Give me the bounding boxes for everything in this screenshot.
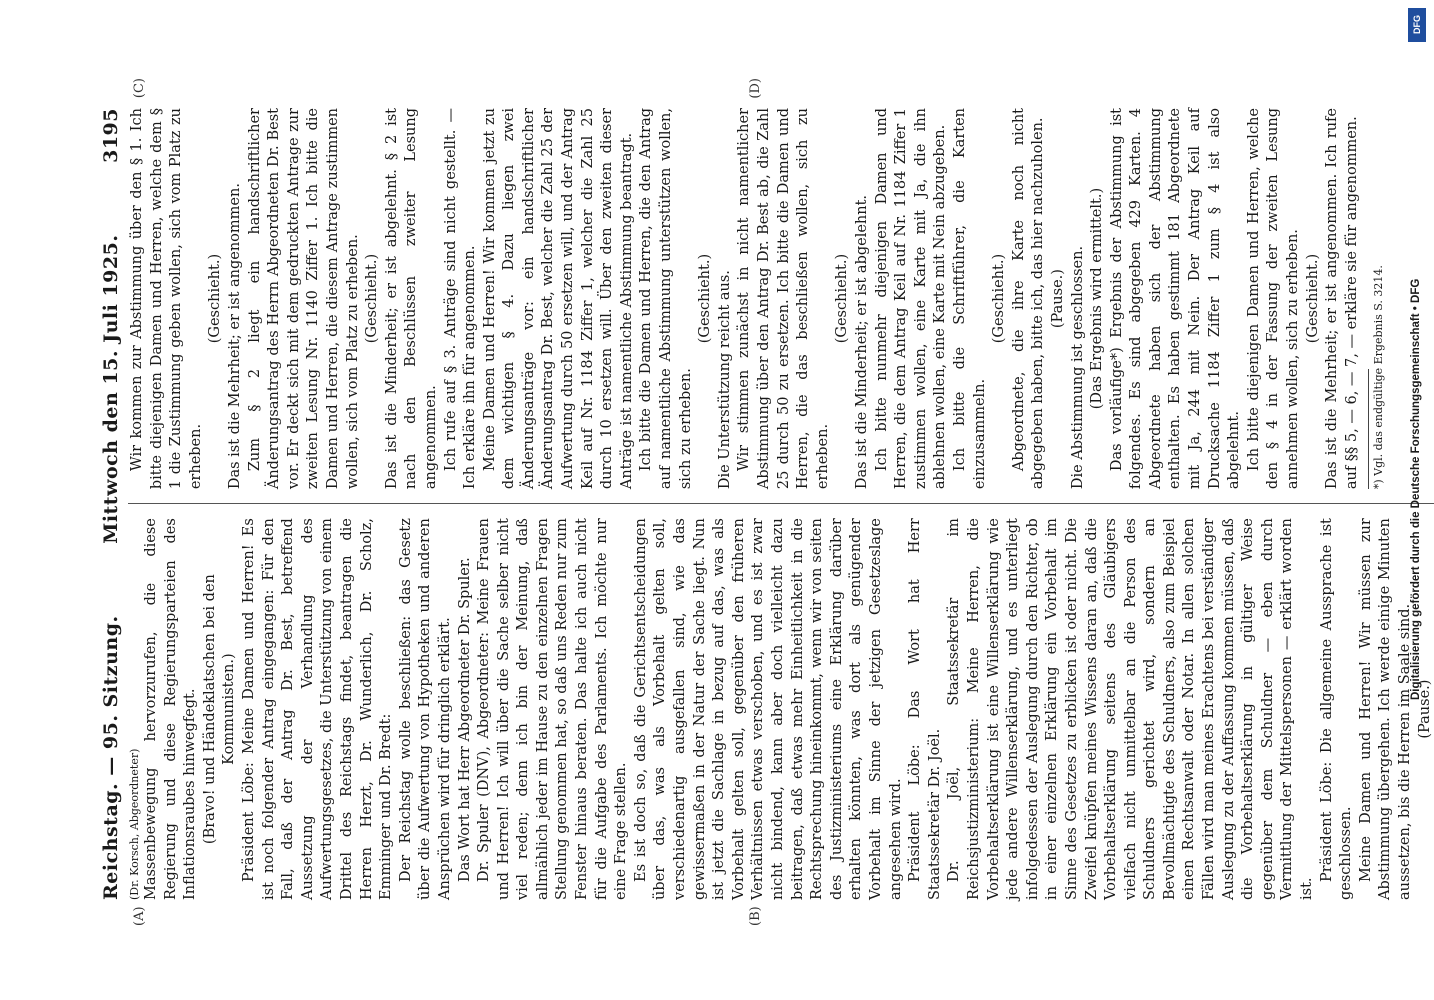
- text-columns: [128, 78, 1434, 926]
- page-number: 3195: [100, 108, 122, 163]
- page-header: [100, 108, 122, 900]
- header-date: Mittwoch den 15. Juli 1925.: [100, 234, 122, 544]
- paragraph: Meine Damen und Herren! Wir müssen zur Abstimmung übergehen. Ich werde einige Minuten aussetzen, bis die Herren im Saale sind.: [1357, 518, 1413, 900]
- paragraph: Die Unterstützung reicht aus.: [716, 270, 733, 490]
- paragraph: Massenbewegung hervorzurufen, die diese Regierung und diese Regierungsparteien des Inflationsraubes hinwegfegt.: [143, 518, 199, 900]
- interjection: (Geschieht.): [834, 253, 851, 344]
- digitization-credit: [1404, 10, 1428, 990]
- paragraph: Ich bitte nunmehr diejenigen Damen und Herren, die dem Antrag Keil auf Nr. 1184 Ziffer 1 zustimmen wollen, eine Karte mit Ja, die ihn ablehnen wollen, eine Karte mit Nein abzugeben.: [873, 108, 949, 490]
- interjection: (Bravo! und Händeklatschen bei den Kommunisten.): [201, 574, 238, 845]
- margin-letter-c: (C): [132, 78, 147, 99]
- paragraph: Meine Damen und Herren! Wir kommen jetzt zu dem wichtigen § 4. Dazu liegen zwei Änderungsanträge vor: ein handschriftlicher Änderungsantrag Dr. Best, welcher die Zahl 25 der Aufwertung durch 50 ersetzen will, und der Antrag Keil auf Nr. 1184 Ziffer 1, welcher die Zahl 25 durch 10 ersetzen will. Über den zweiten dieser Anträge ist namentliche Abstimmung beantragt.: [481, 108, 635, 490]
- interjection: (Das Ergebnis wird ermittelt.): [1089, 187, 1106, 410]
- interjection: (Geschieht.): [991, 253, 1008, 344]
- credit-text: Digitalisierung gefördert durch die Deutsche Forschungsgemeinschaft • DFG: [1410, 278, 1422, 700]
- interjection: (Pause.): [1416, 679, 1433, 739]
- interjection: (Geschieht.): [364, 253, 381, 344]
- paragraph: Das vorläufige*) Ergebnis der Abstimmung ist folgendes. Es sind abgegeben 429 Karten. 4 Abgeordnete haben sich der Abstimmung enthalten. Es haben gestimmt 181 Abgeordnete mit Ja, 244 mit Nein. Der Antrag Keil auf Drucksache 1184 Ziffer 1 zum § 4 ist also abgelehnt.: [1108, 108, 1243, 490]
- paragraph: Ich rufe auf § 3. Anträge sind nicht gestellt. — Ich erkläre ihn für angenommen.: [442, 108, 479, 490]
- paragraph: Wir stimmen zunächst in nicht namentlicher Abstimmung über den Antrag Dr. Best ab, die Zahl 25 durch 50 zu ersetzen. Ich bitte die Damen und Herren, die das beschließen wollen, sich zu erheben.: [736, 108, 831, 490]
- paragraph: Das ist die Mehrheit; er ist angenommen.: [226, 183, 243, 490]
- paragraph: Dr. Joël, Staatssekretär im Reichsjustizministerium: Meine Herren, die Vorbehaltserklärung ist eine Willenserklärung wie jede andere Willenserklärung, und es unterliegt infolgedessen der Auslegung durch den Richter, ob in einer einzelnen Erklärung ein Vorbehalt im Sinne des Gesetzes zu erblicken ist oder nicht. Die Zweifel knüpfen meines Wissens daran an, daß die Vorbehaltserklärung seitens des Gläubigers vielfach nicht unmittelbar an die Person des Schuldners gerichtet wird, sondern an Bevollmächtigte des Schuldners, also zum Beispiel einen Rechtsanwalt oder Notar. In allen solchen Fällen wird man meines Erachtens bei verständiger Auslegung zu der Auffassung kommen müssen, daß die Vorbehaltserklärung in gültiger Weise gegenüber dem Schuldner — eben durch Vermittlung der Mittelspersonen — erklärt worden ist.: [946, 518, 1316, 900]
- interjection: (Geschieht.): [1304, 253, 1321, 344]
- paragraph: Das ist die Mehrheit; er ist angenommen. Ich rufe auf §§ 5, — 6, — 7, — erkläre sie für angenommen.: [1324, 108, 1360, 490]
- margin-letter-d: (D): [748, 78, 763, 99]
- paragraph: Dr. Spuler (DNV), Abgeordneter: Meine Frauen und Herren! Ich will über die Sache selber nicht viel reden; denn ich bin der Meinung, daß allmählich jeder im Hause zu den einzelnen Fragen Stellung genommen hat, so daß uns Reden nur zum Fenster hinaus beraten. Das halte ich auch nicht für die Aufgabe des Parlaments. Ich möchte nur eine Frage stellen.: [476, 518, 630, 900]
- margin-letter-b: (B): [748, 906, 763, 926]
- paragraph: Das Wort hat Herr Abgeordneter Dr. Spuler.: [456, 557, 473, 882]
- paragraph: Die Abstimmung ist geschlossen.: [1069, 245, 1086, 490]
- header-left: Reichstag. — 95. Sitzung.: [100, 615, 122, 900]
- right-column: [128, 108, 1434, 504]
- paragraph: Das ist die Minderheit; er ist abgelehnt.: [853, 194, 870, 490]
- margin-letter-a: (A): [132, 906, 147, 926]
- dfg-logo: DFG: [1408, 8, 1426, 42]
- interjection: (Geschieht.): [697, 253, 714, 344]
- paragraph: Ich bitte die Damen und Herren, die den Antrag auf namentliche Abstimmung unterstützen wollen, sich zu erheben.: [638, 108, 694, 490]
- paragraph: Präsident Löbe: Das Wort hat Herr Staatssekretär Dr. Joël.: [907, 518, 943, 900]
- speaker-continuation: (Dr. Korsch, Abgeordneter): [128, 748, 141, 900]
- paragraph: Zum § 2 liegt ein handschriftlicher Änderungsantrag des Herrn Abgeordneten Dr. Best vor. Er deckt sich mit dem gedruckten Antrage zur zweiten Lesung Nr. 1140 Ziffer 1. Ich bitte die Damen und Herren, die diesem Antrage zustimmen wollen, sich vom Platz zu erheben.: [246, 108, 361, 490]
- paragraph: Das ist die Minderheit; er ist abgelehnt. § 2 ist nach den Beschlüssen zweiter Lesung angenommen.: [383, 108, 439, 490]
- paragraph: Wir kommen zur Abstimmung über den § 1. Ich bitte diejenigen Damen und Herren, welche dem § 1 die Zustimmung geben wollen, sich vom Platz zu erheben.: [129, 108, 204, 490]
- motion-text: Der Reichstag wolle beschließen: das Gesetz über die Aufwertung von Hypotheken und anderen Ansprüchen wird für dringlich erklärt.: [397, 518, 453, 900]
- interjection: (Geschieht.): [207, 253, 224, 344]
- footnote-divider: [1368, 369, 1369, 489]
- interjection: (Pause.): [1049, 269, 1066, 329]
- paragraph: Ich bitte diejenigen Damen und Herren, welche den § 4 in der Fassung der zweiten Lesung annehmen wollen, sich zu erheben.: [1245, 108, 1302, 490]
- paragraph: Ich bitte die Schriftführer, die Karten einzusammeln.: [951, 108, 988, 490]
- paragraph: Abgeordnete, die ihre Karte noch nicht abgegeben haben, bitte ich, das hier nachzuholen.: [1010, 108, 1047, 490]
- paragraph: Es ist doch so, daß die Gerichtsentscheidungen über das, was als Vorbehalt gelten soll, verschiedenartig ausgefallen sind, wie das gewissermaßen in der Natur der Sache liegt. Nun ist jetzt die Sachlage in bezug auf das, was als Vorbehalt gelten soll, gegenüber den früheren Verhältnissen etwas verschoben, und es ist zwar nicht bindend, kann aber doch vielleicht dazu beitragen, daß etwas mehr Einheitlichkeit in die Rechtsprechung hineinkommt, wenn wir von seiten des Justizministeriums eine Erklärung darüber erhalten könnten, was dort als genügender Vorbehalt im Sinne der jetzigen Gesetzeslage angesehen wird.: [632, 518, 904, 900]
- paragraph: Präsident Löbe: Die allgemeine Aussprache ist geschlossen.: [1318, 518, 1355, 900]
- paragraph: Präsident Löbe: Meine Damen und Herren! Es ist noch folgender Antrag eingegangen: Für den Fall, daß der Antrag Dr. Best, betreffend Aussetzung der Verhandlung des Aufwertungsgesetzes, die Unterstützung von einem Drittel des Reichstags findet, beantragen die Herren Herzt, Dr. Wunderlich, Dr. Scholz, Emminger und Dr. Bredt:: [240, 518, 395, 900]
- footnote: *) Vgl. das endgültige Ergebnis S. 3214.: [1372, 265, 1386, 490]
- left-column: [128, 504, 1434, 900]
